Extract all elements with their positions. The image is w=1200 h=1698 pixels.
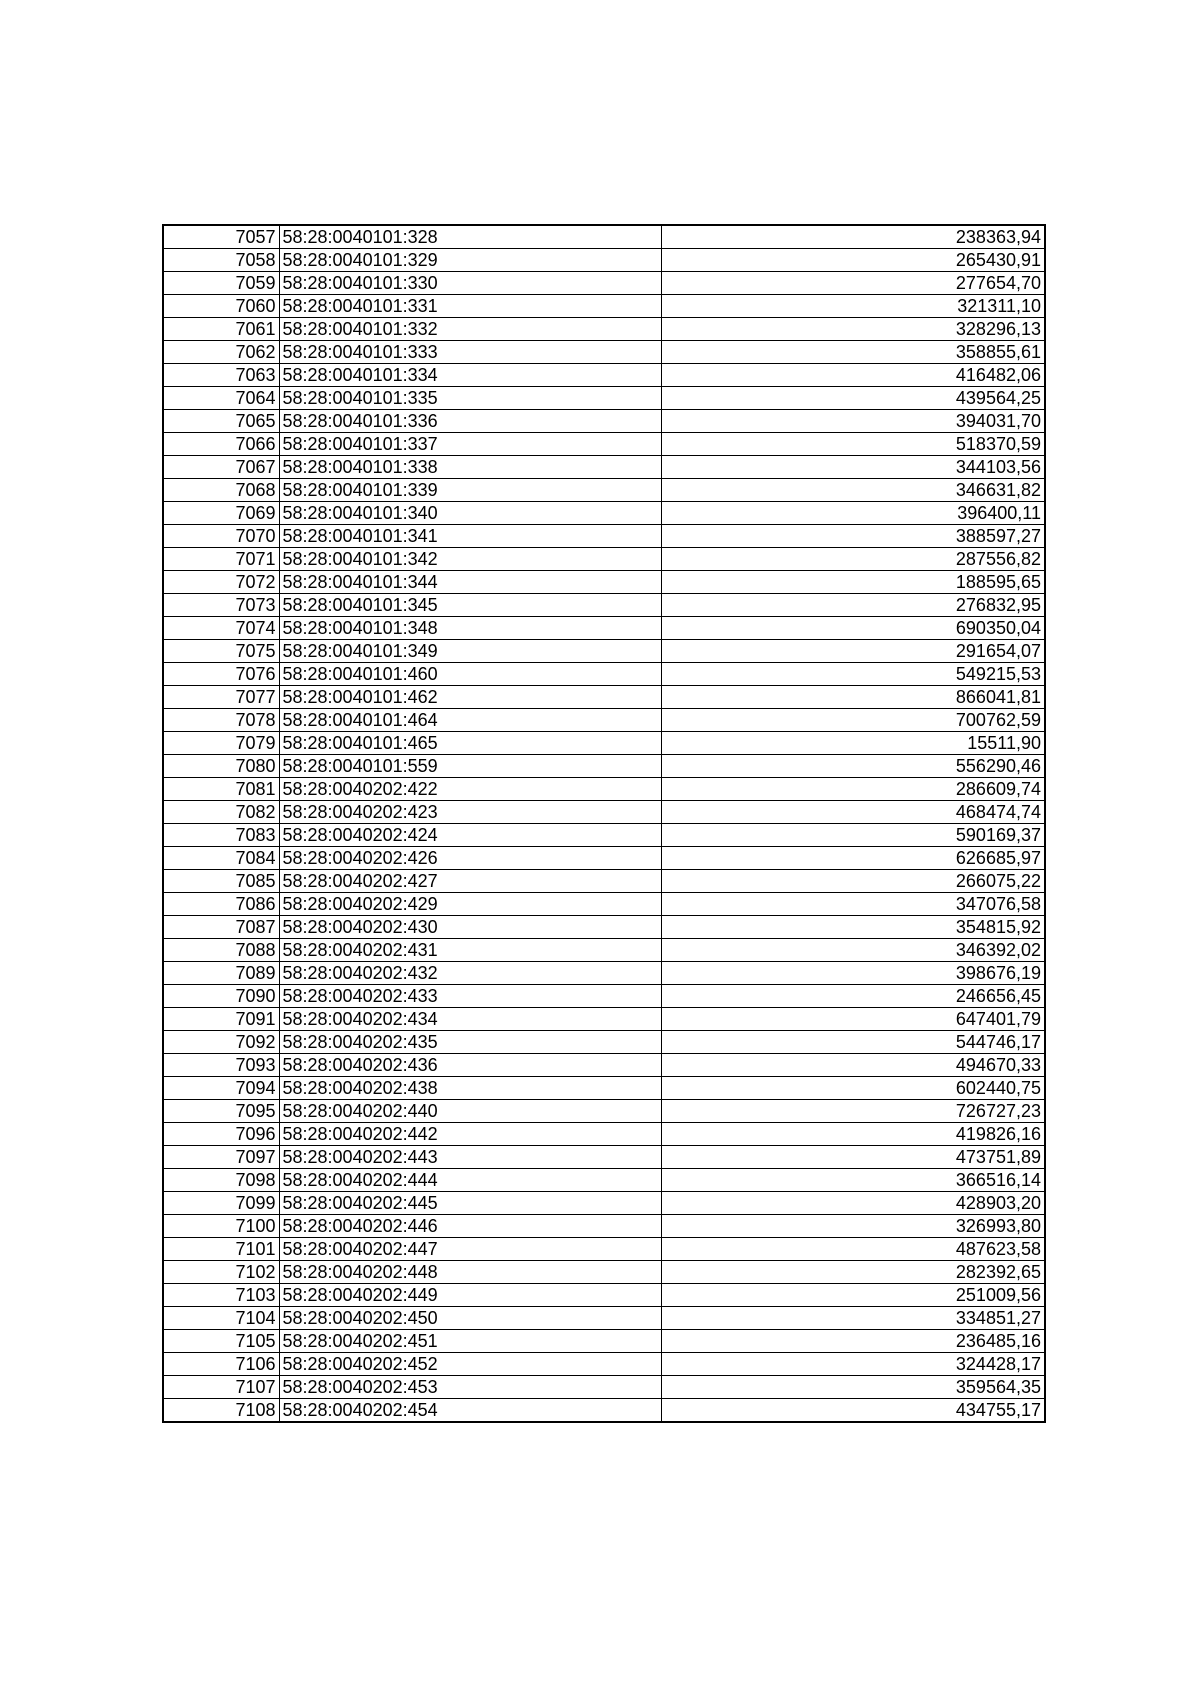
- cadastral-number-cell: 58:28:0040202:449: [279, 1284, 661, 1307]
- row-number-cell: 7068: [163, 479, 279, 502]
- table-row: [163, 778, 1045, 801]
- table-row: [163, 272, 1045, 295]
- table-row: [163, 387, 1045, 410]
- cadastral-number-cell: 58:28:0040202:434: [279, 1008, 661, 1031]
- row-number-cell: 7096: [163, 1123, 279, 1146]
- row-number-cell: 7083: [163, 824, 279, 847]
- cadastral-value-cell: 366516,14: [661, 1169, 1045, 1192]
- table-row: [163, 1123, 1045, 1146]
- row-number-cell: 7073: [163, 594, 279, 617]
- cadastral-value-cell: 468474,74: [661, 801, 1045, 824]
- cadastral-value-cell: 396400,11: [661, 502, 1045, 525]
- cadastral-number-cell: 58:28:0040202:430: [279, 916, 661, 939]
- row-number-cell: 7090: [163, 985, 279, 1008]
- table-row: [163, 801, 1045, 824]
- cadastral-value-cell: 626685,97: [661, 847, 1045, 870]
- row-number-cell: 7100: [163, 1215, 279, 1238]
- row-number-cell: 7081: [163, 778, 279, 801]
- table-row: [163, 893, 1045, 916]
- cadastral-number-cell: 58:28:0040101:338: [279, 456, 661, 479]
- row-number-cell: 7070: [163, 525, 279, 548]
- cadastral-value-cell: 416482,06: [661, 364, 1045, 387]
- row-number-cell: 7082: [163, 801, 279, 824]
- table-row: [163, 341, 1045, 364]
- cadastral-number-cell: 58:28:0040101:333: [279, 341, 661, 364]
- table-row: [163, 1307, 1045, 1330]
- cadastral-value-table: [162, 224, 1046, 1423]
- cadastral-value-cell: 358855,61: [661, 341, 1045, 364]
- row-number-cell: 7084: [163, 847, 279, 870]
- row-number-cell: 7095: [163, 1100, 279, 1123]
- cadastral-value-cell: 647401,79: [661, 1008, 1045, 1031]
- table-row: [163, 1284, 1045, 1307]
- row-number-cell: 7093: [163, 1054, 279, 1077]
- cadastral-number-cell: 58:28:0040101:349: [279, 640, 661, 663]
- row-number-cell: 7097: [163, 1146, 279, 1169]
- row-number-cell: 7085: [163, 870, 279, 893]
- cadastral-number-cell: 58:28:0040101:329: [279, 249, 661, 272]
- cadastral-value-cell: 344103,56: [661, 456, 1045, 479]
- table-row: [163, 617, 1045, 640]
- cadastral-number-cell: 58:28:0040202:436: [279, 1054, 661, 1077]
- table-row: [163, 962, 1045, 985]
- cadastral-value-cell: 291654,07: [661, 640, 1045, 663]
- cadastral-number-cell: 58:28:0040101:340: [279, 502, 661, 525]
- cadastral-number-cell: 58:28:0040202:440: [279, 1100, 661, 1123]
- cadastral-value-cell: 726727,23: [661, 1100, 1045, 1123]
- table-row: [163, 548, 1045, 571]
- cadastral-value-cell: 347076,58: [661, 893, 1045, 916]
- cadastral-number-cell: 58:28:0040101:328: [279, 225, 661, 249]
- cadastral-value-cell: 434755,17: [661, 1399, 1045, 1423]
- cadastral-number-cell: 58:28:0040101:345: [279, 594, 661, 617]
- table-row: [163, 870, 1045, 893]
- cadastral-value-cell: 238363,94: [661, 225, 1045, 249]
- table-row: [163, 1169, 1045, 1192]
- cadastral-value-cell: 544746,17: [661, 1031, 1045, 1054]
- table-row: [163, 1146, 1045, 1169]
- table-row: [163, 1031, 1045, 1054]
- cadastral-number-cell: 58:28:0040202:433: [279, 985, 661, 1008]
- cadastral-number-cell: 58:28:0040202:443: [279, 1146, 661, 1169]
- cadastral-number-cell: 58:28:0040101:332: [279, 318, 661, 341]
- table-row: [163, 1261, 1045, 1284]
- table-row: [163, 824, 1045, 847]
- cadastral-value-cell: 487623,58: [661, 1238, 1045, 1261]
- cadastral-number-cell: 58:28:0040202:452: [279, 1353, 661, 1376]
- cadastral-value-cell: 236485,16: [661, 1330, 1045, 1353]
- cadastral-number-cell: 58:28:0040101:334: [279, 364, 661, 387]
- cadastral-number-cell: 58:28:0040202:432: [279, 962, 661, 985]
- cadastral-number-cell: 58:28:0040202:427: [279, 870, 661, 893]
- row-number-cell: 7072: [163, 571, 279, 594]
- row-number-cell: 7094: [163, 1077, 279, 1100]
- cadastral-value-cell: 494670,33: [661, 1054, 1045, 1077]
- cadastral-number-cell: 58:28:0040202:442: [279, 1123, 661, 1146]
- table-row: [163, 1054, 1045, 1077]
- table-row: [163, 502, 1045, 525]
- table-row: [163, 663, 1045, 686]
- cadastral-value-cell: 549215,53: [661, 663, 1045, 686]
- row-number-cell: 7059: [163, 272, 279, 295]
- cadastral-value-cell: 324428,17: [661, 1353, 1045, 1376]
- cadastral-value-cell: 428903,20: [661, 1192, 1045, 1215]
- row-number-cell: 7107: [163, 1376, 279, 1399]
- table-row: [163, 847, 1045, 870]
- cadastral-number-cell: 58:28:0040202:446: [279, 1215, 661, 1238]
- table-row: [163, 1100, 1045, 1123]
- cadastral-value-cell: 354815,92: [661, 916, 1045, 939]
- table-row: [163, 755, 1045, 778]
- row-number-cell: 7080: [163, 755, 279, 778]
- cadastral-value-cell: 866041,81: [661, 686, 1045, 709]
- row-number-cell: 7071: [163, 548, 279, 571]
- cadastral-number-cell: 58:28:0040101:335: [279, 387, 661, 410]
- cadastral-value-cell: 359564,35: [661, 1376, 1045, 1399]
- cadastral-value-cell: 388597,27: [661, 525, 1045, 548]
- cadastral-number-cell: 58:28:0040202:426: [279, 847, 661, 870]
- table-row: [163, 939, 1045, 962]
- row-number-cell: 7064: [163, 387, 279, 410]
- cadastral-number-cell: 58:28:0040202:450: [279, 1307, 661, 1330]
- cadastral-value-cell: 286609,74: [661, 778, 1045, 801]
- cadastral-value-cell: 439564,25: [661, 387, 1045, 410]
- table-row: [163, 479, 1045, 502]
- row-number-cell: 7098: [163, 1169, 279, 1192]
- table-row: [163, 640, 1045, 663]
- table-row: [163, 433, 1045, 456]
- cadastral-number-cell: 58:28:0040202:453: [279, 1376, 661, 1399]
- table-row: [163, 1215, 1045, 1238]
- table-row: [163, 364, 1045, 387]
- cadastral-number-cell: 58:28:0040202:424: [279, 824, 661, 847]
- table-row: [163, 985, 1045, 1008]
- row-number-cell: 7076: [163, 663, 279, 686]
- row-number-cell: 7108: [163, 1399, 279, 1423]
- row-number-cell: 7088: [163, 939, 279, 962]
- row-number-cell: 7057: [163, 225, 279, 249]
- table-row: [163, 1353, 1045, 1376]
- cadastral-number-cell: 58:28:0040202:423: [279, 801, 661, 824]
- cadastral-value-cell: 287556,82: [661, 548, 1045, 571]
- cadastral-number-cell: 58:28:0040101:460: [279, 663, 661, 686]
- table-row: [163, 594, 1045, 617]
- cadastral-value-cell: 346392,02: [661, 939, 1045, 962]
- cadastral-value-cell: 328296,13: [661, 318, 1045, 341]
- cadastral-value-cell: 251009,56: [661, 1284, 1045, 1307]
- cadastral-number-cell: 58:28:0040202:454: [279, 1399, 661, 1423]
- cadastral-value-cell: 556290,46: [661, 755, 1045, 778]
- cadastral-number-cell: 58:28:0040101:464: [279, 709, 661, 732]
- cadastral-value-cell: 276832,95: [661, 594, 1045, 617]
- table-row: [163, 709, 1045, 732]
- cadastral-value-cell: 282392,65: [661, 1261, 1045, 1284]
- cadastral-value-cell: 266075,22: [661, 870, 1045, 893]
- cadastral-value-cell: 473751,89: [661, 1146, 1045, 1169]
- row-number-cell: 7079: [163, 732, 279, 755]
- row-number-cell: 7075: [163, 640, 279, 663]
- row-number-cell: 7104: [163, 1307, 279, 1330]
- row-number-cell: 7087: [163, 916, 279, 939]
- row-number-cell: 7058: [163, 249, 279, 272]
- table-row: [163, 1008, 1045, 1031]
- cadastral-value-cell: 15511,90: [661, 732, 1045, 755]
- table-row: [163, 410, 1045, 433]
- cadastral-number-cell: 58:28:0040101:330: [279, 272, 661, 295]
- table-row: [163, 225, 1045, 249]
- cadastral-value-cell: 690350,04: [661, 617, 1045, 640]
- cadastral-number-cell: 58:28:0040101:341: [279, 525, 661, 548]
- cadastral-number-cell: 58:28:0040202:451: [279, 1330, 661, 1353]
- cadastral-number-cell: 58:28:0040101:344: [279, 571, 661, 594]
- table-row: [163, 249, 1045, 272]
- cadastral-value-cell: 419826,16: [661, 1123, 1045, 1146]
- cadastral-value-cell: 398676,19: [661, 962, 1045, 985]
- cadastral-value-cell: 265430,91: [661, 249, 1045, 272]
- row-number-cell: 7103: [163, 1284, 279, 1307]
- row-number-cell: 7065: [163, 410, 279, 433]
- row-number-cell: 7099: [163, 1192, 279, 1215]
- table-row: [163, 1376, 1045, 1399]
- cadastral-value-cell: 602440,75: [661, 1077, 1045, 1100]
- row-number-cell: 7063: [163, 364, 279, 387]
- cadastral-number-cell: 58:28:0040101:339: [279, 479, 661, 502]
- row-number-cell: 7101: [163, 1238, 279, 1261]
- row-number-cell: 7060: [163, 295, 279, 318]
- table-row: [163, 456, 1045, 479]
- table-row: [163, 916, 1045, 939]
- table-row: [163, 1399, 1045, 1423]
- row-number-cell: 7066: [163, 433, 279, 456]
- cadastral-number-cell: 58:28:0040202:435: [279, 1031, 661, 1054]
- cadastral-number-cell: 58:28:0040101:462: [279, 686, 661, 709]
- table-row: [163, 525, 1045, 548]
- cadastral-value-cell: 700762,59: [661, 709, 1045, 732]
- cadastral-value-cell: 518370,59: [661, 433, 1045, 456]
- cadastral-number-cell: 58:28:0040101:331: [279, 295, 661, 318]
- cadastral-number-cell: 58:28:0040101:336: [279, 410, 661, 433]
- row-number-cell: 7086: [163, 893, 279, 916]
- table-row: [163, 1077, 1045, 1100]
- row-number-cell: 7067: [163, 456, 279, 479]
- cadastral-number-cell: 58:28:0040202:448: [279, 1261, 661, 1284]
- cadastral-value-cell: 590169,37: [661, 824, 1045, 847]
- cadastral-value-cell: 394031,70: [661, 410, 1045, 433]
- cadastral-number-cell: 58:28:0040202:431: [279, 939, 661, 962]
- cadastral-number-cell: 58:28:0040202:429: [279, 893, 661, 916]
- row-number-cell: 7105: [163, 1330, 279, 1353]
- cadastral-number-cell: 58:28:0040202:445: [279, 1192, 661, 1215]
- table-row: [163, 571, 1045, 594]
- cadastral-number-cell: 58:28:0040202:422: [279, 778, 661, 801]
- table-row: [163, 1238, 1045, 1261]
- table-body: [163, 225, 1045, 1422]
- table-row: [163, 1330, 1045, 1353]
- row-number-cell: 7089: [163, 962, 279, 985]
- cadastral-value-cell: 246656,45: [661, 985, 1045, 1008]
- table-row: [163, 295, 1045, 318]
- row-number-cell: 7061: [163, 318, 279, 341]
- table-row: [163, 686, 1045, 709]
- row-number-cell: 7106: [163, 1353, 279, 1376]
- row-number-cell: 7102: [163, 1261, 279, 1284]
- cadastral-number-cell: 58:28:0040202:438: [279, 1077, 661, 1100]
- cadastral-value-cell: 321311,10: [661, 295, 1045, 318]
- cadastral-value-cell: 334851,27: [661, 1307, 1045, 1330]
- table-row: [163, 732, 1045, 755]
- row-number-cell: 7091: [163, 1008, 279, 1031]
- cadastral-number-cell: 58:28:0040101:559: [279, 755, 661, 778]
- cadastral-number-cell: 58:28:0040101:465: [279, 732, 661, 755]
- cadastral-number-cell: 58:28:0040202:447: [279, 1238, 661, 1261]
- row-number-cell: 7069: [163, 502, 279, 525]
- row-number-cell: 7077: [163, 686, 279, 709]
- cadastral-value-cell: 277654,70: [661, 272, 1045, 295]
- row-number-cell: 7062: [163, 341, 279, 364]
- cadastral-value-cell: 326993,80: [661, 1215, 1045, 1238]
- cadastral-number-cell: 58:28:0040101:337: [279, 433, 661, 456]
- row-number-cell: 7074: [163, 617, 279, 640]
- cadastral-number-cell: 58:28:0040101:348: [279, 617, 661, 640]
- row-number-cell: 7092: [163, 1031, 279, 1054]
- cadastral-number-cell: 58:28:0040202:444: [279, 1169, 661, 1192]
- table-row: [163, 1192, 1045, 1215]
- cadastral-value-cell: 188595,65: [661, 571, 1045, 594]
- row-number-cell: 7078: [163, 709, 279, 732]
- table-row: [163, 318, 1045, 341]
- cadastral-number-cell: 58:28:0040101:342: [279, 548, 661, 571]
- cadastral-value-cell: 346631,82: [661, 479, 1045, 502]
